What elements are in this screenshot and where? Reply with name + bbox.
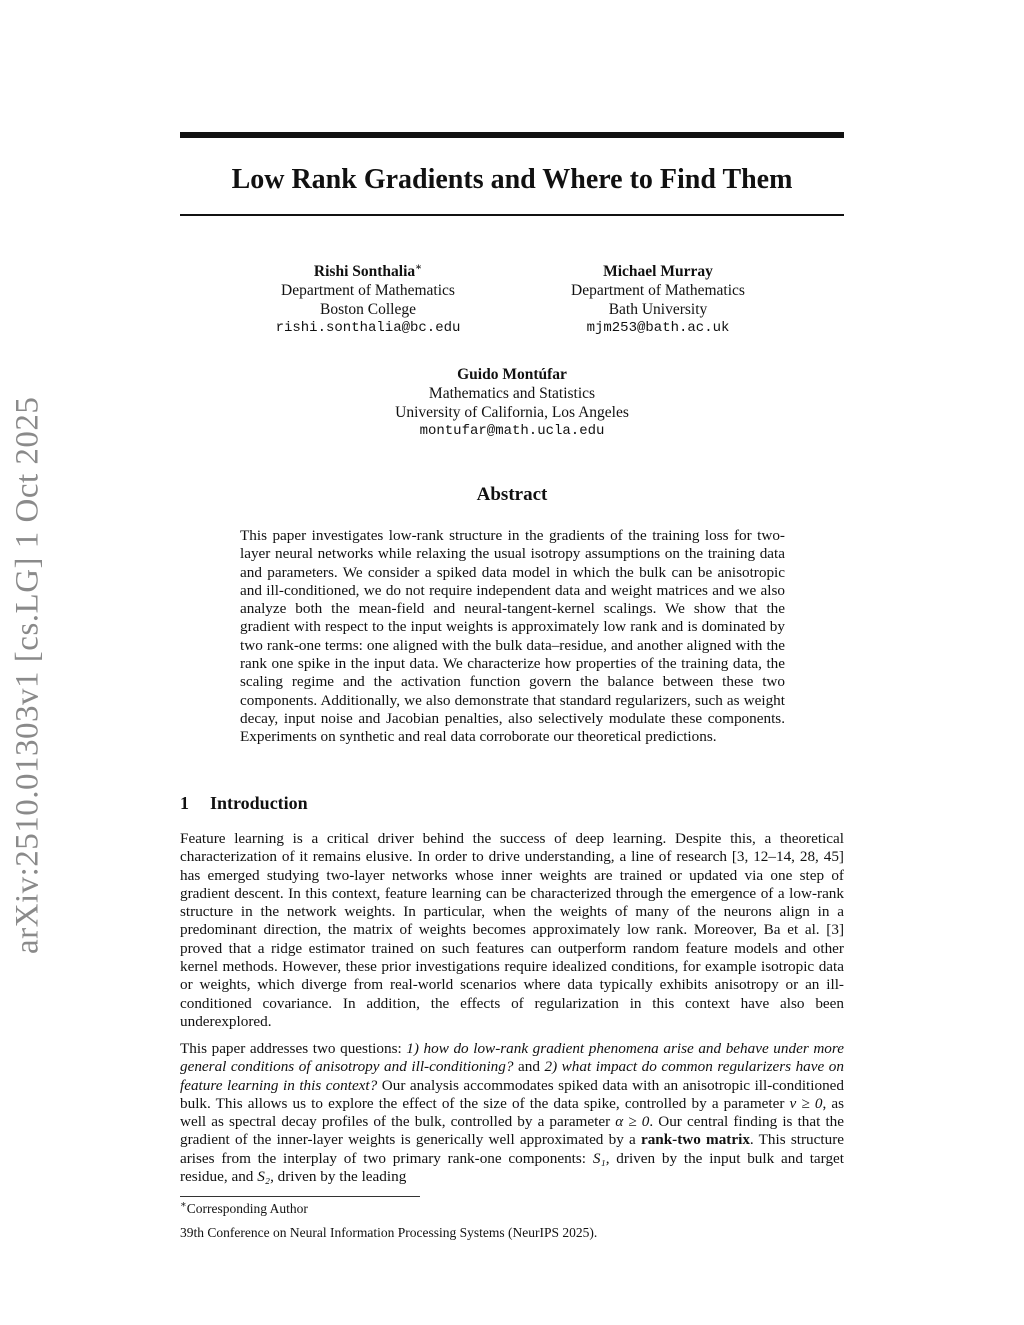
intro-paragraph-2: This paper addresses two questions: 1) how do low-rank gradient phenomena arise and behave under more general conditions of anisotropy and ill-conditioning? and 2) what impact do common regularizers have on feature learning in this context? Our analysis accommodates spiked data with an anisotropic ill-conditioned bulk. This allows us to explore the effect of the size of the data spike, controlled by a parameter ν ≥ 0, as well as spectral decay profiles of the bulk, controlled by a parameter α ≥ 0. Our central finding is that the gradient of the inner-layer weights is generically well approximated by a rank-two matrix. This structure arises from the interplay of two primary rank-one components: S₁, driven by the input bulk and target residue, and S₂, driven by the leading <box>180 1040 845 1186</box>
intro-paragraph-1: Feature learning is a critical driver behind the success of deep learning. Despite this, a theoretical characterization of it remains elusive. In order to drive understanding, a line of research [3, 12–14, 28, 45] has emerged studying two-layer networks whose inner weights are trained or updated via one step of gradient descent. In this context, feature learning can be characterized through the emergence of a low-rank structure in the network weights. In particular, when the weights of many of the neurons align in a predominant direction, the matrix of weights becomes approximately low rank. Moreover, Ba et al. [3] proved that a ridge estimator trained on such features can outperform random feature models and other kernel methods. However, these prior investigations require idealized conditions, for example isotropic data or weights, which diverge from real-world scenarios where data typically exhibits anisotropy or an ill-conditioned covariance. In addition, the effects of regularization in this context have also been underexplored. <box>180 830 844 1030</box>
math-nu: ν ≥ 0 <box>789 1094 823 1112</box>
author-institution: University of California, Los Angeles <box>395 404 629 421</box>
math-alpha: α ≥ 0 <box>615 1113 650 1131</box>
research-question-1: 1) how do low-rank gradient phenomena arise and behave under more general conditions of anisotropy and ill-conditioning? <box>180 1040 844 1076</box>
section-heading-introduction <box>180 793 844 814</box>
author-email[interactable]: mjm253@bath.ac.uk <box>586 320 730 336</box>
author-name: Michael Murray <box>603 263 713 280</box>
footnote-mark: ∗ <box>415 261 423 273</box>
title-bottom-rule <box>180 214 844 216</box>
section-title: Introduction <box>210 793 308 813</box>
author-email[interactable]: rishi.sonthalia@bc.edu <box>275 320 461 336</box>
author-block-1 <box>228 262 508 338</box>
author-block-3 <box>332 365 692 441</box>
footnote-rule <box>180 1196 420 1197</box>
footnote-mark: ∗ <box>180 1199 187 1211</box>
venue-line: 39th Conference on Neural Information Processing Systems (NeurIPS 2025). <box>180 1225 598 1240</box>
author-email[interactable]: montufar@math.ucla.edu <box>419 423 605 439</box>
author-name: Rishi Sonthalia∗ <box>313 261 423 280</box>
math-s2: S₂ <box>257 1168 271 1186</box>
author-department: Department of Mathematics <box>571 282 745 299</box>
paper-title: Low Rank Gradients and Where to Find Them <box>231 164 793 195</box>
arxiv-identifier-stamp: arXiv:2510.01303v1 [cs.LG] 1 Oct 2025 <box>9 396 46 954</box>
abstract-heading: Abstract <box>476 484 548 505</box>
author-block-2 <box>518 262 798 338</box>
section-number: 1 <box>180 793 189 813</box>
author-department: Mathematics and Statistics <box>428 385 596 402</box>
author-department: Department of Mathematics <box>281 282 455 299</box>
footnote: ∗Corresponding Author <box>180 1199 308 1216</box>
emphasis-rank-two: rank-two matrix <box>640 1131 750 1149</box>
author-institution: Bath University <box>608 301 708 318</box>
author-institution: Boston College <box>319 301 416 318</box>
abstract-text: This paper investigates low-rank structure in the gradients of the training loss for two-layer neural networks while relaxing the usual isotropy assumptions on the training data and parameters. We consider a spiked data model in which the bulk can be anisotropic and ill-conditioned, we do not require independent data and weight matrices and we also analyze both the mean-field and neural-tangent-kernel scalings. We show that the gradient with respect to the input weights is approximately low rank and is dominated by two rank-one terms: one aligned with the bulk data–residue, and another aligned with the rank one spike in the input data. We characterize how properties of the training data, the scaling regime and the activation function govern the balance between these two components. Additionally, we also demonstrate that standard regularizers, such as weight decay, input noise and Jacobian penalties, also selectively modulate these components. Experiments on synthetic and real data corroborate our theoretical predictions. <box>240 527 785 746</box>
author-name: Guido Montúfar <box>457 366 567 383</box>
math-s1: S₁ <box>592 1149 606 1167</box>
research-question-2: 2) what impact do common regularizers have on feature learning in this context? <box>180 1058 844 1094</box>
title-top-rule <box>180 132 844 138</box>
